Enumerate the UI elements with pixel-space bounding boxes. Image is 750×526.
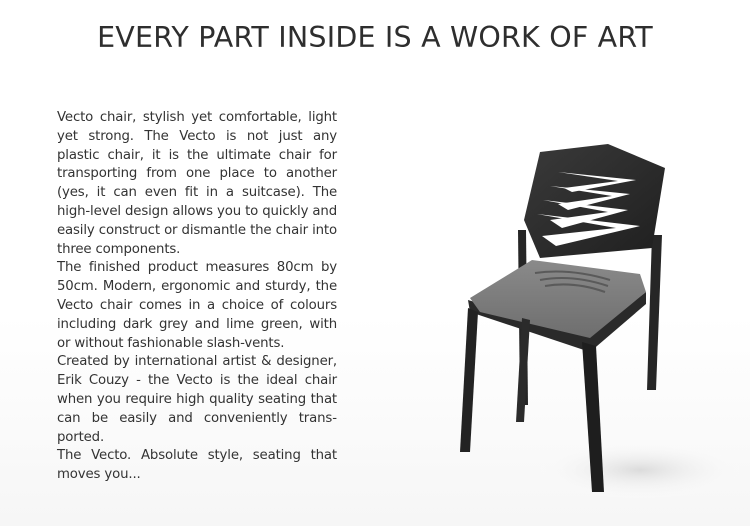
description-paragraph-1: Vecto chair, stylish yet comfortable, light yet strong. The Vecto is not just any plastic chair, it is the ultimate chair for transporting from one place to another (yes, it can even fit in a suitcase). The high-level design allows you to quickly and easily construct or dismantle the chair into three components. xyxy=(57,110,337,257)
page-headline: EVERY PART INSIDE IS A WORK OF ART xyxy=(97,21,653,54)
chair-back-right-leg xyxy=(647,235,662,390)
chair-middle-leg xyxy=(516,318,530,422)
chair-front-left-leg xyxy=(460,308,478,452)
product-description xyxy=(57,109,337,485)
description-paragraph-4: The Vecto. Absolute style, seating that moves you... xyxy=(57,448,337,483)
vecto-chair-illustration xyxy=(440,140,740,510)
chair-shadow xyxy=(530,440,740,500)
chair-image xyxy=(440,140,740,510)
description-paragraph-3: Created by international artist & designer, Erik Couzy - the Vecto is the ideal chair when you require high quality seating that can be easily and conveniently transported. xyxy=(57,354,337,445)
description-paragraph-2: The finished product measures 80cm by 50cm. Modern, ergonomic and sturdy, the Vecto chair comes in a choice of colours including dark grey and lime green, with or without fashionable slash-vents. xyxy=(57,260,337,351)
